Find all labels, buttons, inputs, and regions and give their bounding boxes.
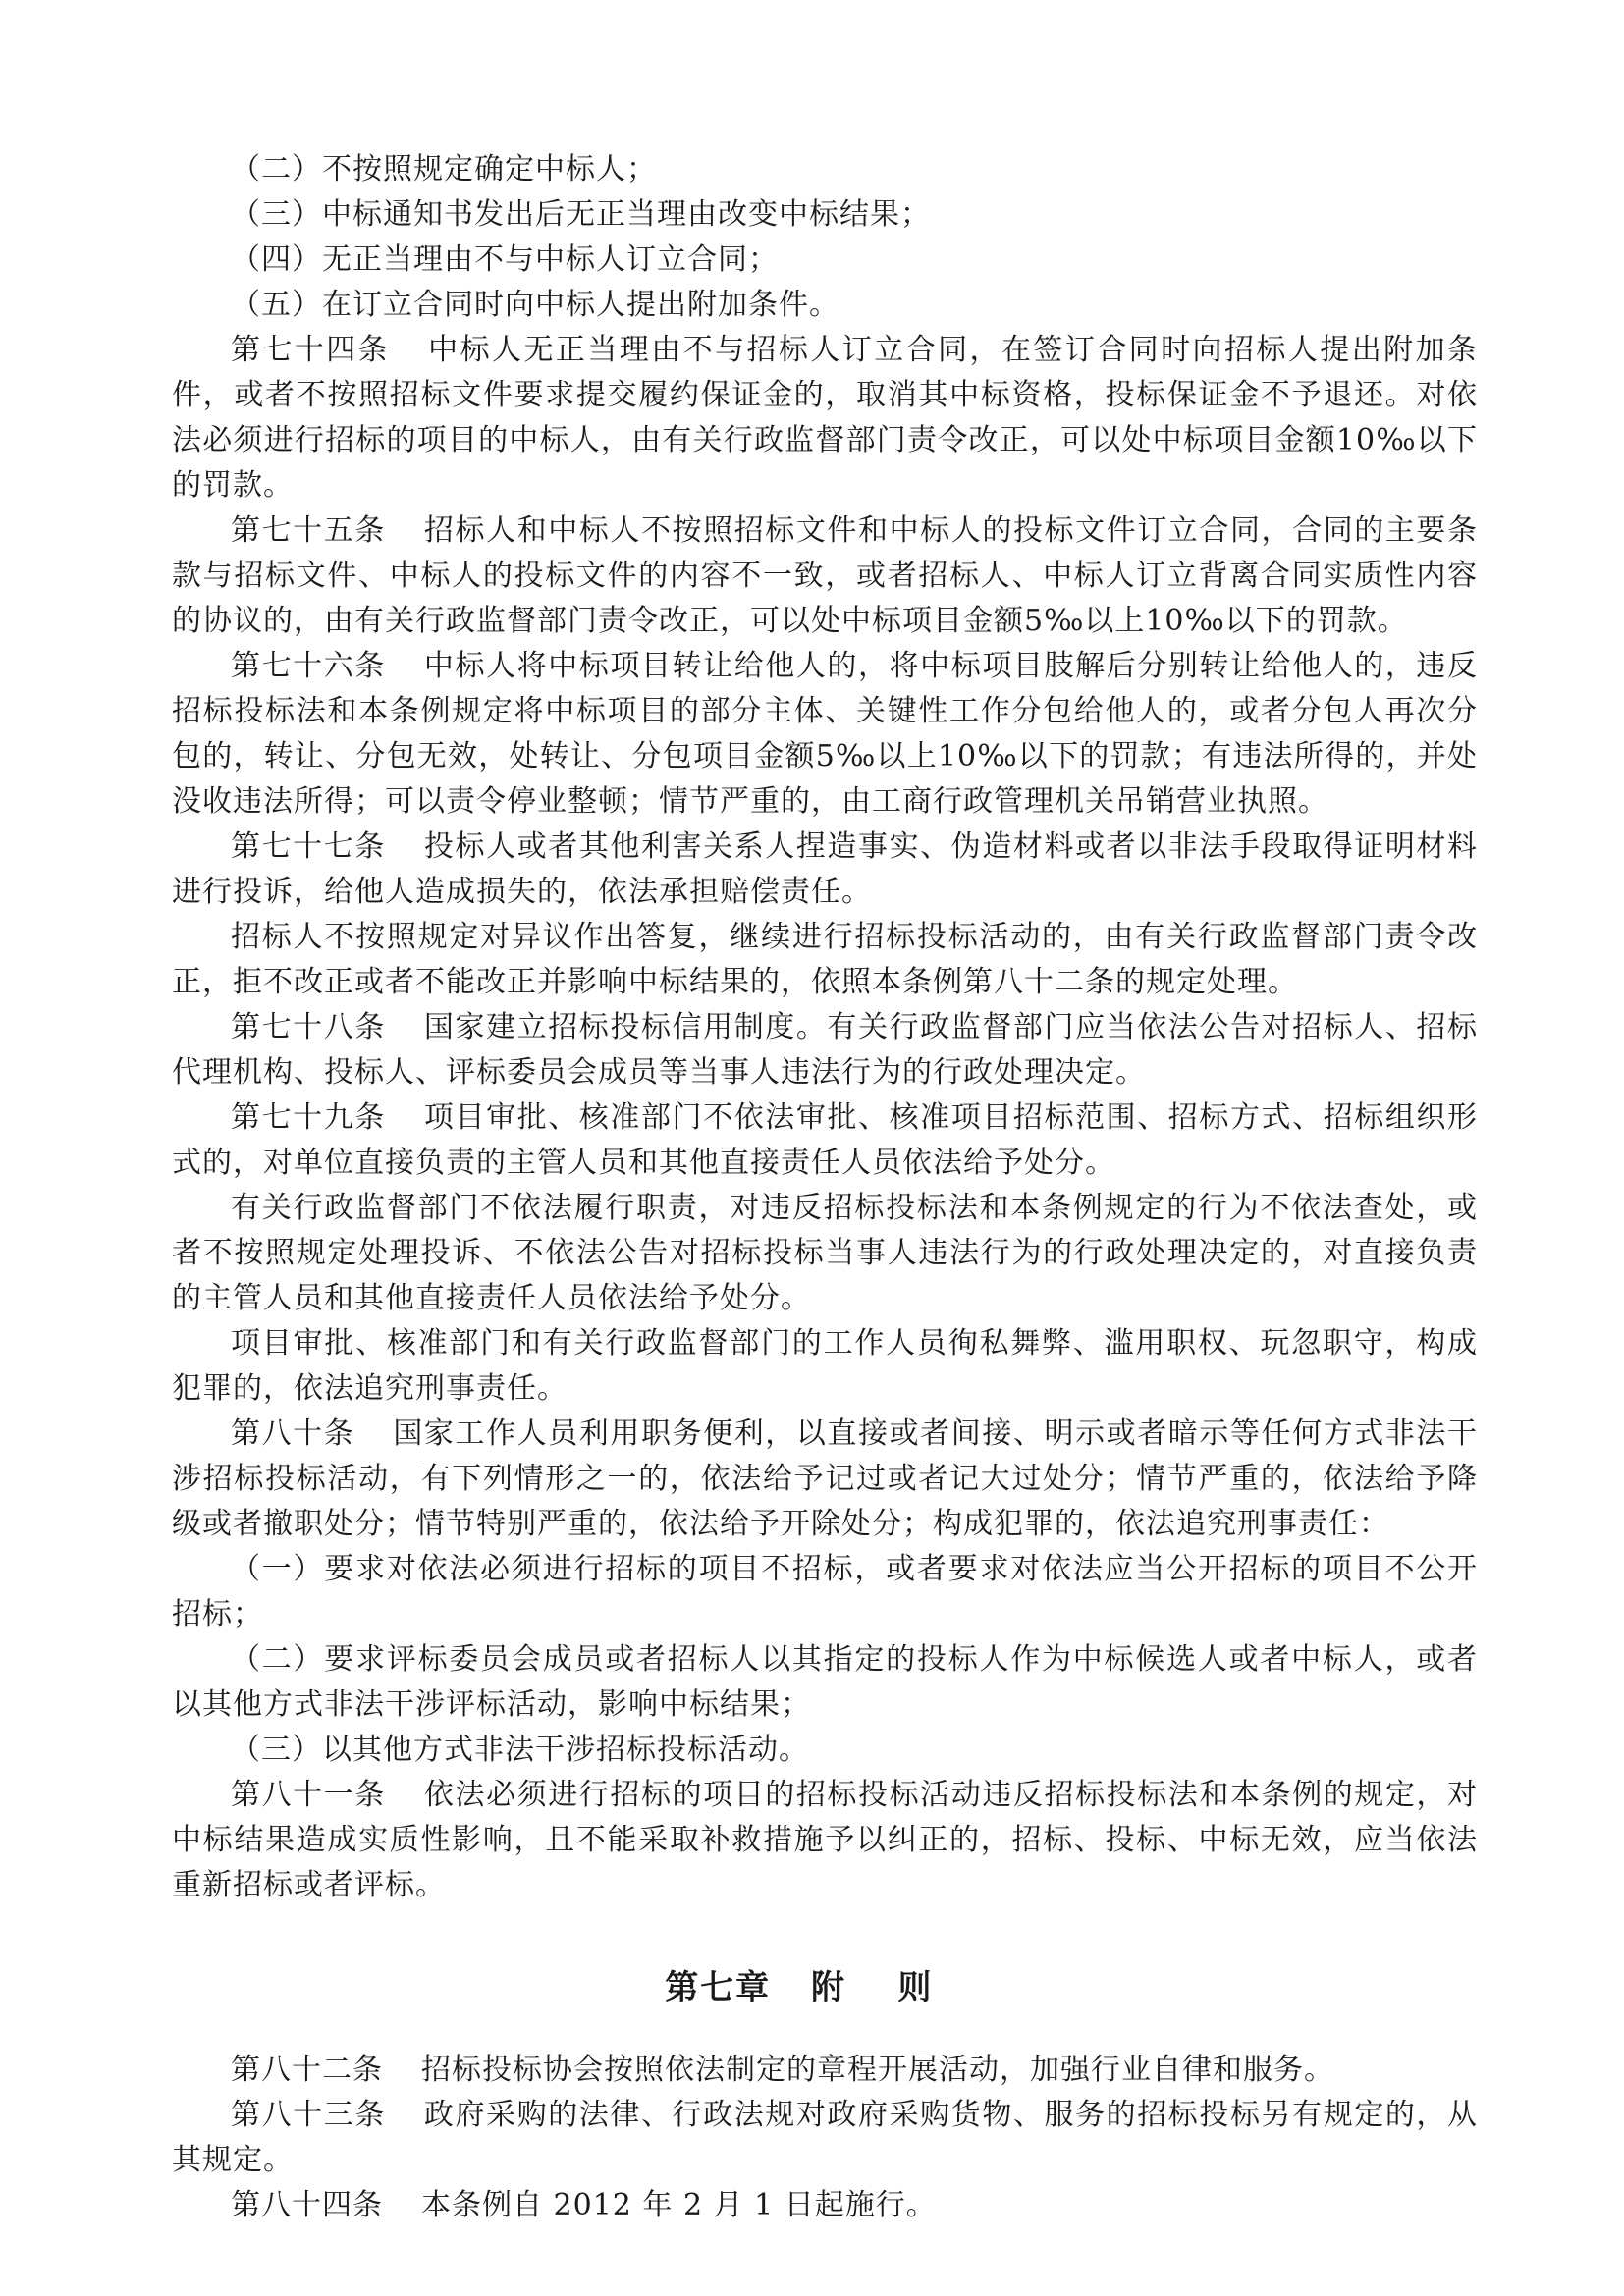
article-number: 第七十四条 bbox=[231, 333, 391, 367]
paragraph-text: 项目审批、核准部门和有关行政监督部门的工作人员徇私舞弊、滥用职权、玩忽职守，构成犯罪的，依法追究刑事责任。 bbox=[172, 1326, 1478, 1406]
article-number: 第八十条 bbox=[231, 1416, 355, 1451]
chapter-heading bbox=[172, 1965, 1478, 2010]
paragraph-text: 投标人或者其他利害关系人捏造事实、伪造材料或者以非法手段取得证明材料进行投诉，给他人造成损失的，依法承担赔偿责任。 bbox=[172, 829, 1479, 909]
paragraph bbox=[172, 644, 1478, 825]
paragraph bbox=[172, 1186, 1478, 1321]
article-number: 第七十五条 bbox=[231, 513, 386, 548]
paragraph-text: （二）要求评标委员会成员或者招标人以其指定的投标人作为中标候选人或者中标人，或者以其他方式非法干涉评标活动，影响中标结果； bbox=[172, 1642, 1478, 1722]
paragraph-text: 有关行政监督部门不依法履行职责，对违反招标投标法和本条例规定的行为不依法查处，或者不按照规定处理投诉、不依法公告对招标投标当事人违法行为的行政处理决定的，对直接负责的主管人员和其他直接责任人员依法给予处分。 bbox=[172, 1191, 1478, 1315]
paragraph-text: （四）无正当理由不与中标人订立合同； bbox=[231, 242, 779, 277]
paragraph-text: 招标人和中标人不按照招标文件和中标人的投标文件订立合同，合同的主要条款与招标文件、中标人的投标文件的内容不一致，或者招标人、中标人订立背离合同实质性内容的协议的，由有关行政监督部门责令改正，可以处中标项目金额5‰以上10‰以下的罚款。 bbox=[172, 513, 1479, 638]
chapter-seven-body bbox=[172, 2048, 1478, 2228]
article-number: 第七十八条 bbox=[231, 1010, 386, 1044]
paragraph bbox=[172, 1637, 1478, 1728]
paragraph bbox=[172, 1095, 1478, 1186]
article-number: 第八十二条 bbox=[231, 2053, 383, 2087]
document-page bbox=[172, 147, 1478, 2228]
paragraph bbox=[172, 1547, 1478, 1637]
paragraph bbox=[172, 2048, 1478, 2093]
paragraph bbox=[172, 328, 1478, 508]
paragraph-text: 本条例自 2012 年 2 月 1 日起施行。 bbox=[421, 2188, 937, 2222]
paragraph bbox=[172, 825, 1478, 915]
paragraph-text: （二）不按照规定确定中标人； bbox=[231, 152, 657, 187]
paragraph-text: （三）以其他方式非法干涉招标投标活动。 bbox=[231, 1733, 809, 1767]
paragraph bbox=[172, 2183, 1478, 2228]
paragraph bbox=[172, 915, 1478, 1005]
paragraph-text: 政府采购的法律、行政法规对政府采购货物、服务的招标投标另有规定的，从其规定。 bbox=[172, 2098, 1479, 2177]
paragraph bbox=[172, 1412, 1478, 1547]
paragraph bbox=[172, 238, 1478, 283]
paragraph-text: （三）中标通知书发出后无正当理由改变中标结果； bbox=[231, 197, 931, 232]
paragraph bbox=[172, 2093, 1478, 2183]
paragraph bbox=[172, 192, 1478, 238]
paragraph-text: 中标人无正当理由不与招标人订立合同，在签订合同时向招标人提出附加条件，或者不按照招标文件要求提交履约保证金的，取消其中标资格，投标保证金不予退还。对依法必须进行招标的项目的中标人，由有关行政监督部门责令改正，可以处中标项目金额10‰以下的罚款。 bbox=[172, 333, 1479, 503]
paragraph-text: 招标投标协会按照依法制定的章程开展活动，加强行业自律和服务。 bbox=[421, 2053, 1334, 2087]
paragraph-text: 项目审批、核准部门不依法审批、核准项目招标范围、招标方式、招标组织形式的，对单位直接负责的主管人员和其他直接责任人员依法给予处分。 bbox=[172, 1100, 1479, 1180]
paragraph-text: （五）在订立合同时向中标人提出附加条件。 bbox=[231, 288, 839, 322]
paragraph bbox=[172, 1728, 1478, 1773]
paragraph-text: 国家工作人员利用职务便利，以直接或者间接、明示或者暗示等任何方式非法干涉招标投标活动，有下列情形之一的，依法给予记过或者记大过处分；情节严重的，依法给予降级或者撤职处分；情节特别严重的，依法给予开除处分；构成犯罪的，依法追究刑事责任： bbox=[172, 1416, 1479, 1541]
chapter-six-tail bbox=[172, 147, 1478, 1908]
chapter-title: 附则 bbox=[810, 1968, 985, 2007]
article-number: 第八十四条 bbox=[231, 2188, 383, 2222]
chapter-number: 第七章 bbox=[665, 1968, 772, 2007]
paragraph-text: 国家建立招标投标信用制度。有关行政监督部门应当依法公告对招标人、招标代理机构、投标人、评标委员会成员等当事人违法行为的行政处理决定。 bbox=[172, 1010, 1479, 1090]
paragraph bbox=[172, 1005, 1478, 1095]
paragraph bbox=[172, 508, 1478, 644]
article-number: 第七十六条 bbox=[231, 649, 386, 683]
paragraph bbox=[172, 1321, 1478, 1412]
paragraph-text: 中标人将中标项目转让给他人的，将中标项目肢解后分别转让给他人的，违反招标投标法和本条例规定将中标项目的部分主体、关键性工作分包给他人的，或者分包人再次分包的，转让、分包无效，处转让、分包项目金额5‰以上10‰以下的罚款；有违法所得的，并处没收违法所得；可以责令停业整顿；情节严重的，由工商行政管理机关吊销营业执照。 bbox=[172, 649, 1479, 819]
paragraph-text: 依法必须进行招标的项目的招标投标活动违反招标投标法和本条例的规定，对中标结果造成实质性影响，且不能采取补救措施予以纠正的，招标、投标、中标无效，应当依法重新招标或者评标。 bbox=[172, 1778, 1479, 1902]
paragraph bbox=[172, 1773, 1478, 1908]
paragraph-text: 招标人不按照规定对异议作出答复，继续进行招标投标活动的，由有关行政监督部门责令改正，拒不改正或者不能改正并影响中标结果的，依照本条例第八十二条的规定处理。 bbox=[172, 920, 1478, 999]
article-number: 第七十七条 bbox=[231, 829, 386, 864]
article-number: 第七十九条 bbox=[231, 1100, 386, 1135]
paragraph bbox=[172, 147, 1478, 192]
paragraph-text: （一）要求对依法必须进行招标的项目不招标，或者要求对依法应当公开招标的项目不公开招标； bbox=[172, 1552, 1478, 1631]
article-number: 第八十三条 bbox=[231, 2098, 386, 2132]
paragraph bbox=[172, 283, 1478, 328]
article-number: 第八十一条 bbox=[231, 1778, 386, 1812]
